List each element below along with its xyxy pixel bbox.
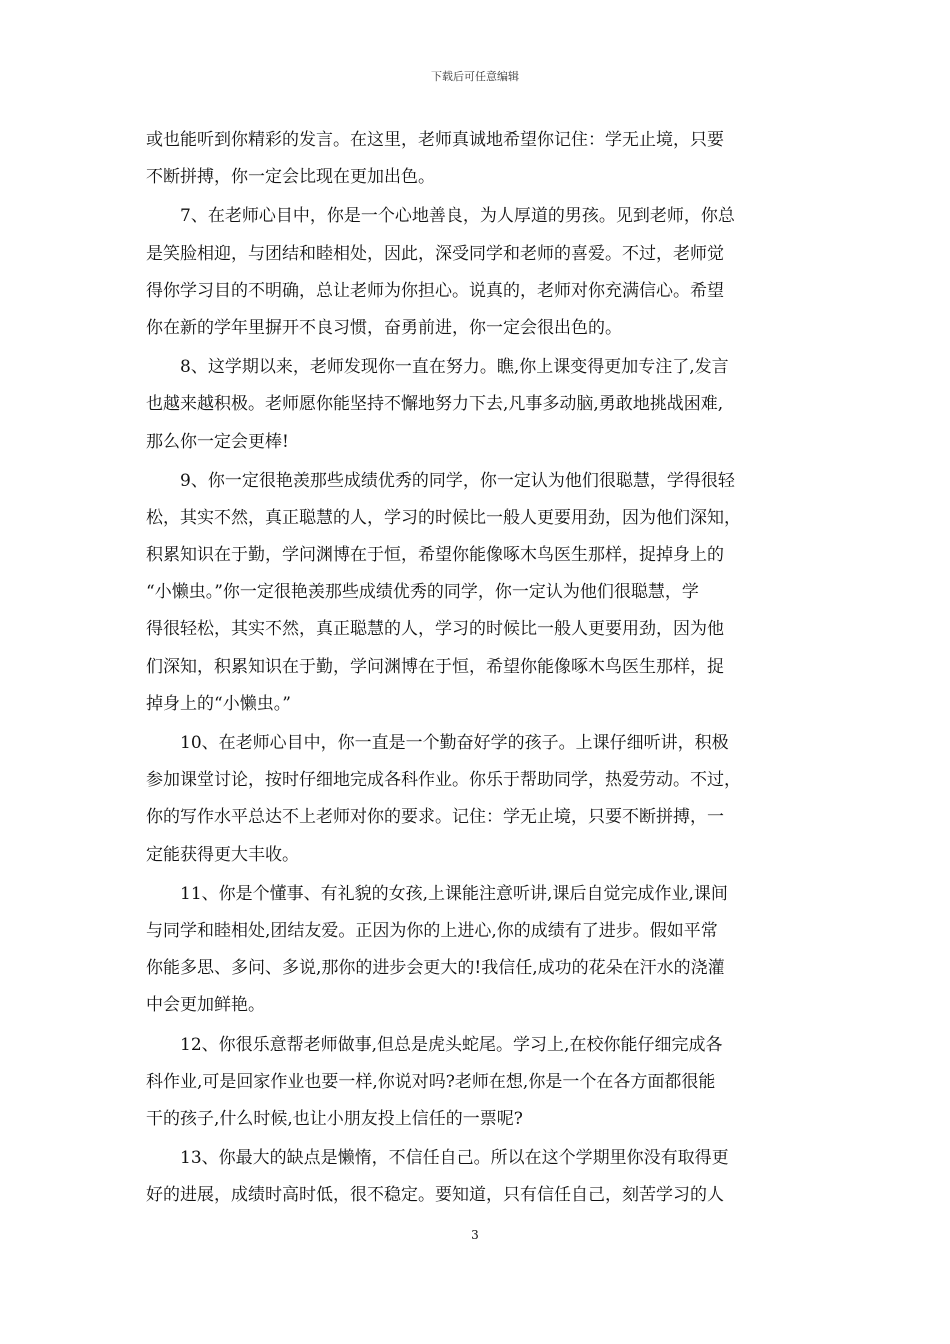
paragraph — [146, 463, 812, 723]
paragraph — [146, 349, 812, 461]
paragraph-line: 好的进展，成绩时高时低，很不稳定。要知道，只有信任自己，刻苦学习的人 — [146, 1185, 724, 1206]
paragraph-line: 8、这学期以来，老师发现你一直在努力。瞧,你上课变得更加专注了,发言 — [180, 357, 729, 378]
paragraph-line: 11、你是个懂事、有礼貌的女孩,上课能注意听讲,课后自觉完成作业,课间 — [180, 883, 728, 904]
paragraph — [146, 876, 812, 1025]
page-header: 下载后可任意编辑 — [431, 70, 519, 83]
paragraph-line: 13、你最大的缺点是懒惰，不信任自己。所以在这个学期里你没有取得更 — [180, 1148, 729, 1169]
paragraph-line: 中会更加鲜艳。 — [146, 995, 265, 1016]
paragraph-line: 或也能听到你精彩的发言。在这里，老师真诚地希望你记住：学无止境，只要 — [146, 130, 724, 150]
paragraph-line: 不断拼搏，你一定会比现在更加出色。 — [146, 167, 435, 188]
paragraph-line: 你的写作水平总达不上老师对你的要求。记住：学无止境，只要不断拼搏，一 — [146, 807, 724, 828]
paragraph-line: 你能多思、多问、多说,那你的进步会更大的!我信任,成功的花朵在汗水的浇灌 — [146, 958, 725, 979]
paragraph — [146, 198, 812, 347]
paragraph-line: 10、在老师心目中，你一直是一个勤奋好学的孩子。上课仔细听讲，积极 — [180, 733, 729, 753]
paragraph-line: 们深知，积累知识在于勤，学问渊博在于恒，希望你能像啄木鸟医生那样，捉 — [146, 656, 724, 677]
paragraph-line: 与同学和睦相处,团结友爱。正因为你的上进心,你的成绩有了进步。假如平常 — [146, 920, 718, 941]
paragraph-line: 7、在老师心目中，你是一个心地善良，为人厚道的男孩。见到老师，你总 — [180, 206, 735, 227]
paragraph — [146, 1027, 812, 1139]
paragraph-line: “小懒虫。”你一定很艳羡那些成绩优秀的同学，你一定认为他们很聪慧，学 — [146, 582, 699, 603]
page-number: 3 — [471, 1228, 479, 1242]
paragraph-line: 掉身上的“小懒虫。” — [146, 693, 291, 714]
paragraph-line: 12、你很乐意帮老师做事,但总是虎头蛇尾。学习上,在校你能仔细完成各 — [180, 1034, 723, 1055]
paragraph-line: 你在新的学年里摒开不良习惯，奋勇前进，你一定会很出色的。 — [146, 317, 622, 338]
paragraph — [146, 122, 812, 196]
paragraph — [146, 725, 812, 874]
document-body — [146, 122, 812, 1216]
paragraph-line: 得你学习目的不明确，总让老师为你担心。说真的，老师对你充满信心。希望 — [146, 280, 724, 301]
paragraph-line: 得很轻松，其实不然，真正聪慧的人，学习的时候比一般人更要用劲，因为他 — [146, 619, 724, 640]
paragraph-line: 积累知识在于勤，学问渊博在于恒，希望你能像啄木鸟医生那样，捉掉身上的 — [146, 545, 724, 566]
paragraph-line: 9、你一定很艳羡那些成绩优秀的同学，你一定认为他们很聪慧，学得很轻 — [180, 470, 735, 491]
paragraph-line: 那么你一定会更棒! — [146, 431, 289, 452]
paragraph-line: 科作业,可是回家作业也要一样,你说对吗?老师在想,你是一个在各方面都很能 — [146, 1071, 716, 1092]
paragraph-line: 参加课堂讨论，按时仔细地完成各科作业。你乐于帮助同学，热爱劳动。不过， — [146, 770, 741, 791]
paragraph-line: 松，其实不然，真正聪慧的人，学习的时候比一般人更要用劲，因为他们深知， — [146, 507, 741, 528]
paragraph-line: 是笑脸相迎，与团结和睦相处，因此，深受同学和老师的喜爱。不过，老师觉 — [146, 243, 724, 264]
paragraph-line: 也越来越积极。老师愿你能坚持不懈地努力下去,凡事多动脑,勇敢地挑战困难, — [146, 394, 724, 415]
paragraph — [146, 1140, 812, 1214]
paragraph-line: 定能获得更大丰收。 — [146, 844, 299, 865]
paragraph-line: 干的孩子,什么时候,也让小朋友投上信任的一票呢? — [146, 1108, 523, 1129]
